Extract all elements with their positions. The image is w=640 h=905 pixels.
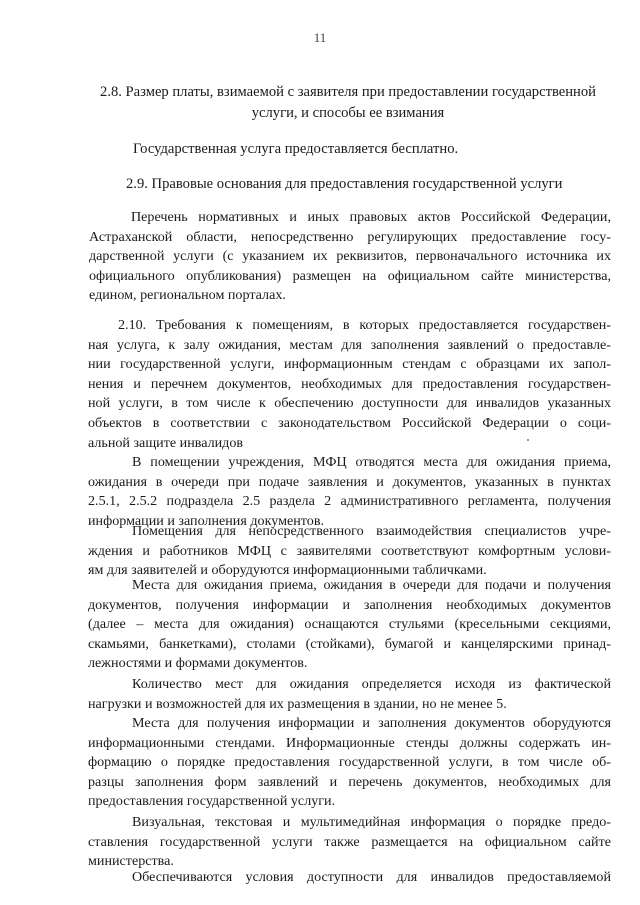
text-line: Помещения для непосредственного взаимодействия специалистов учре- xyxy=(132,523,611,539)
text-line: Места для получения информации и заполнения документов оборудуются xyxy=(132,715,611,731)
paragraph-info-stands xyxy=(88,714,611,812)
text-line: информации и заполнения документов. xyxy=(88,512,324,529)
text-line: (далее – места для ожидания) оснащаются стульями (кресельными секциями, xyxy=(88,616,611,633)
heading-line: нии государственной услуги, информационным стендам с образцами их запол- xyxy=(88,356,611,373)
section-2-10-heading xyxy=(88,316,611,453)
text-line: Астраханской области, непосредственно регулирующих предоставление госу- xyxy=(89,228,611,245)
paragraph-accessibility xyxy=(88,868,611,888)
section-2-8-title-line-2: услуги, и способы ее взимания xyxy=(251,105,445,121)
section-2-8-title xyxy=(88,82,608,124)
text-line: ожидания в очереди при подаче заявления и документов, указанных в пунктах xyxy=(88,473,611,490)
text-line: Перечень нормативных и иных правовых актов Российской Федерации, xyxy=(131,209,611,225)
text-line: Места для ожидания приема, ожидания в очереди для подачи и получения xyxy=(132,577,611,593)
text-line: официального опубликования) размещен на официальном сайте министерства, xyxy=(89,267,611,284)
text-line: скамьями, банкетками), столами (стойками), бумагой и канцелярскими принад- xyxy=(88,635,611,652)
text-line: разцы заполнения форм заявлений и перечень документов, необходимых для xyxy=(88,773,611,790)
scan-mark xyxy=(527,439,529,441)
text-line: Обеспечиваются условия доступности для инвалидов предоставляемой xyxy=(132,869,611,885)
heading-line: ной услуги, в том числе к обеспечению доступности для инвалидов указанных xyxy=(88,395,611,412)
text-line: В помещении учреждения, МФЦ отводятся места для ожидания приема, xyxy=(132,454,611,470)
heading-line: альной защите инвалидов xyxy=(88,434,244,451)
text-line: формацию о порядке предоставления государственной услуги, в том числе об- xyxy=(88,754,611,771)
text-line: едином, региональном порталах. xyxy=(89,287,286,304)
text-line: Визуальная, текстовая и мультимедийная информация о порядке предо- xyxy=(132,814,611,830)
text-line: министерства. xyxy=(88,853,174,870)
heading-line: объектов в соответствии с законодательством Российской Федерации о соци- xyxy=(88,414,611,431)
heading-line: 2.10. Требования к помещениям, в которых предоставляется государствен- xyxy=(118,317,611,333)
section-2-9-text xyxy=(89,208,611,306)
text-line: 2.5.1, 2.5.2 подраздела 2.5 раздела 2 административного регламента, получения xyxy=(88,493,611,510)
section-2-8-text: Государственная услуга предоставляется бесплатно. xyxy=(133,141,459,157)
text-line: ставления государственной услуги также размещается на официальном сайте xyxy=(88,833,611,850)
text-line: Количество мест для ожидания определяется исходя из фактической xyxy=(132,676,611,692)
text-line: дарственной услуги (с указанием их реквизитов, первоначального источника их xyxy=(89,248,611,265)
heading-line: ная услуга, к залу ожидания, местам для заполнения заявлений о предоставле- xyxy=(88,336,611,353)
paragraph-interaction-rooms xyxy=(88,522,611,581)
text-line: нагрузки и возможностей для их размещения в здании, но не менее 5. xyxy=(88,695,507,712)
section-2-8-title-line-1: 2.8. Размер платы, взимаемой с заявителя при предоставлении государственной xyxy=(100,84,596,100)
text-line: документов, получения информации и заполнения необходимых документов xyxy=(88,596,611,613)
text-line: ждения и работников МФЦ с заявителями соответствуют комфортным услови- xyxy=(88,542,611,559)
paragraph-seat-count xyxy=(88,675,611,714)
text-line: информационными стендами. Информационные стенды должны содержать ин- xyxy=(88,734,611,751)
paragraph-waiting-equipment xyxy=(88,576,611,674)
heading-line: нения и перечнем документов, необходимых для предоставления государствен- xyxy=(88,375,611,392)
paragraph-waiting-places xyxy=(88,453,611,531)
page-number: 11 xyxy=(313,30,327,45)
paragraph-multimedia-info xyxy=(88,813,611,872)
text-line: ям для заявителей и оборудуются информационными табличками. xyxy=(88,562,487,579)
section-2-9-title: 2.9. Правовые основания для предоставления государственной услуги xyxy=(126,176,563,192)
text-line: предоставления государственной услуги. xyxy=(88,793,336,810)
text-line: лежностями и формами документов. xyxy=(88,655,308,672)
